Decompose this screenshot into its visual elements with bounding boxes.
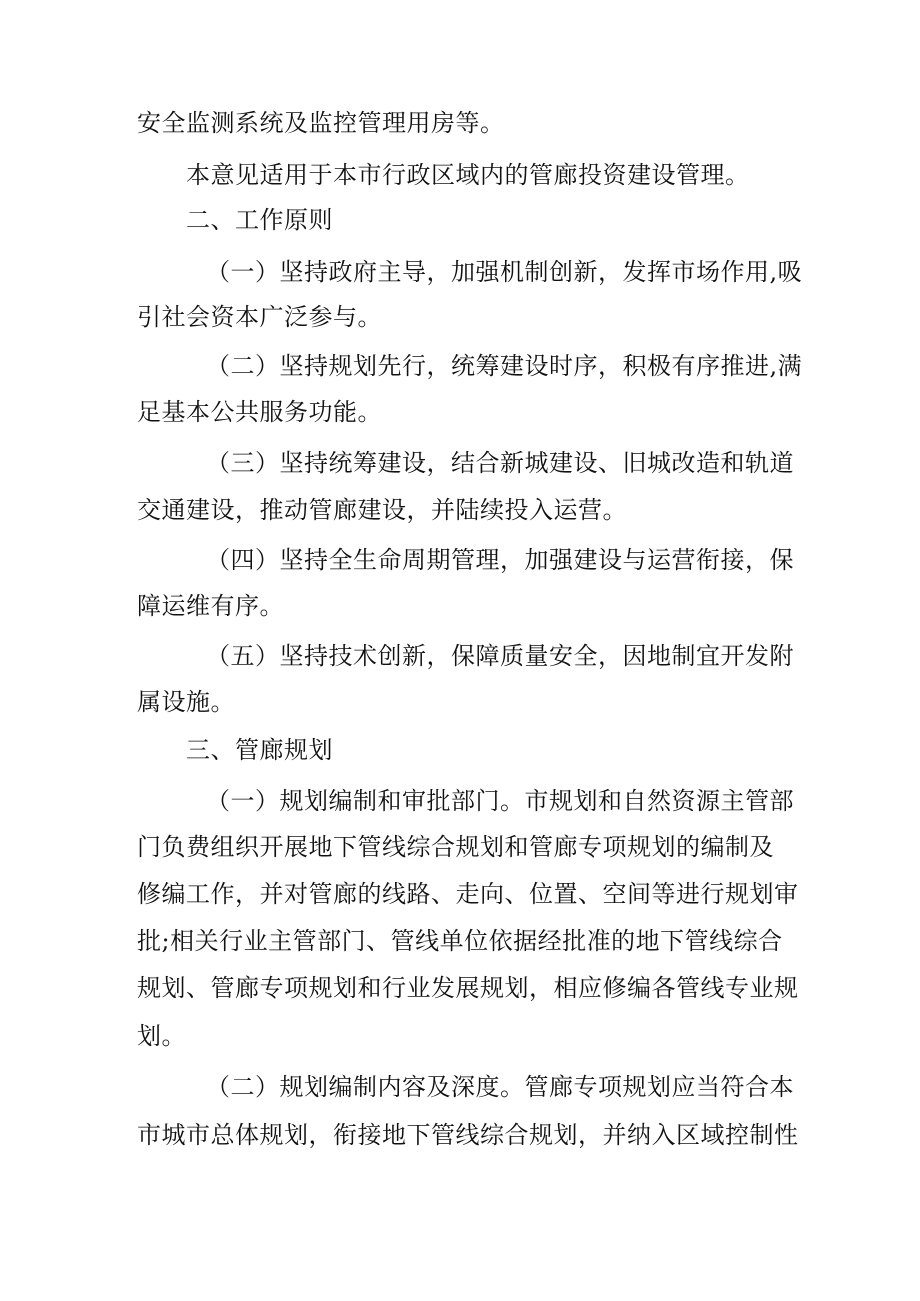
text-line: 批;相关行业主管部门、管线单位依据经批准的地下管线综合 (137, 927, 783, 955)
text-line: 引社会资本广泛参与。 (137, 303, 382, 331)
text-line: （五）坚持技术创新，保障质量安全，因地制宜开发附 (206, 642, 794, 670)
text-line: 本意见适用于本市行政区域内的管廊投资建设管理。 (186, 161, 750, 189)
section-heading: 三、管廊规划 (186, 736, 333, 764)
text-line: （一）规划编制和审批部门。市规划和自然资源主管部 (206, 787, 794, 815)
text-line: 门负费组织开展地下管线综合规划和管廊专项规划的编制及 (137, 833, 774, 861)
text-line: 障运维有序。 (137, 592, 284, 620)
text-line: （二）规划编制内容及深度。管廊专项规划应当符合本 (206, 1073, 794, 1101)
text-line: 市城市总体规划，衔接地下管线综合规划，并纳入区域控制性 (137, 1121, 799, 1149)
text-line: 修编工作，并对管廊的线路、走向、位置、空间等进行规划审 (137, 880, 799, 908)
text-line: （二）坚持规划先行，统筹建设时序，积极有序推进,满 (206, 352, 803, 380)
text-line: 交通建设，推动管廊建设，并陆续投入运营。 (137, 496, 627, 524)
text-line: （四）坚持全生命周期管理，加强建设与运营衔接，保 (206, 546, 794, 574)
text-line: 属设施。 (137, 688, 235, 716)
text-line: （三）坚持统筹建设，结合新城建设、旧城改造和轨道 (206, 449, 794, 477)
section-heading: 二、工作原则 (186, 206, 333, 234)
text-line: 划。 (137, 1022, 186, 1050)
text-line: 安全监测系统及监控管理用房等。 (137, 109, 505, 137)
text-line: 规划、管廊专项规划和行业发展规划，相应修编各管线专业规 (137, 974, 799, 1002)
text-line: 足基本公共服务功能。 (137, 398, 382, 426)
text-line: （一）坚持政府主导，加强机制创新，发挥市场作用,吸 (206, 258, 803, 286)
